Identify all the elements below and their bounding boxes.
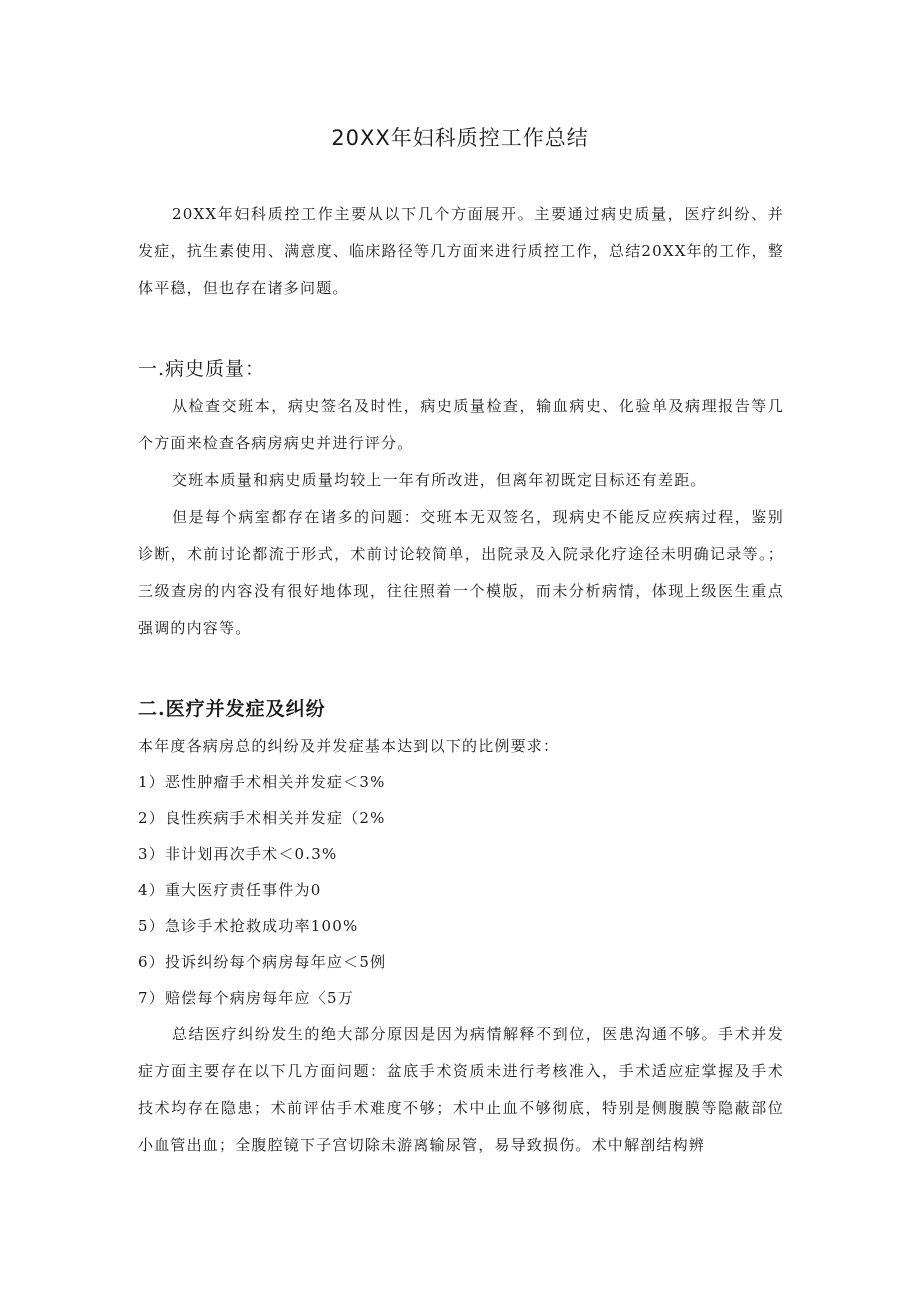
list-item: 3）非计划再次手术＜0.3%	[138, 845, 338, 863]
section-complications-disputes	[138, 690, 784, 1164]
intro-paragraph: 20XX年妇科质控工作主要从以下几个方面展开。主要通过病史质量，医疗纠纷、并发症，抗生素使用、满意度、临床路径等几方面来进行质控工作，总结20XX年的工作，整体平稳，但也存在诸多问题。	[138, 205, 784, 297]
section-2-lead: 本年度各病房总的纠纷及并发症基本达到以下的比例要求：	[138, 737, 560, 755]
intro-block	[138, 196, 784, 307]
document-title: 20XX年妇科质控工作总结	[331, 126, 589, 150]
section-1-paragraph-1: 从检查交班本，病史签名及时性，病史质量检查，输血病史、化验单及病理报告等几个方面来检查各病房病史并进行评分。	[138, 397, 784, 452]
list-item: 2）良性疾病手术相关并发症（2%	[138, 809, 386, 827]
requirements-list	[138, 764, 784, 1016]
section-1-paragraph-2: 交班本质量和病史质量均较上一年有所改进，但离年初既定目标还有差距。	[172, 471, 707, 489]
section-medical-records	[138, 350, 784, 647]
list-item: 4）重大医疗责任事件为0	[138, 881, 322, 899]
section-1-heading: 一.病史质量：	[138, 358, 266, 380]
section-2-summary: 总结医疗纠纷发生的绝大部分原因是因为病情解释不到位，医患沟通不够。手术并发症方面主要存在以下几方面问题：盆底手术资质未进行考核准入，手术适应症掌握及手术技术均存在隐患；术前评估手术难度不够；术中止血不够彻底，特别是侧腹膜等隐蔽部位小血管出血；全腹腔镜下子宫切除未游离输尿管，易导致损伤。术中解剖结构辨	[138, 1025, 784, 1154]
list-item: 6）投诉纠纷每个病房每年应＜5例	[138, 953, 387, 971]
list-item: 7）赔偿每个病房每年应〈5万	[138, 989, 354, 1007]
list-item: 5）急诊手术抢救成功率100%	[138, 917, 359, 935]
list-item: 1）恶性肿瘤手术相关并发症＜3%	[138, 773, 386, 791]
section-1-paragraph-3: 但是每个病室都存在诸多的问题：交班本无双签名，现病史不能反应疾病过程，鉴别诊断，术前讨论都流于形式，术前讨论较简单，出院录及入院录化疗途径未明确记录等。；三级查房的内容没有很好地体现，往往照着一个模版，而未分析病情，体现上级医生重点强调的内容等。	[138, 508, 784, 637]
section-2-heading: 二.医疗并发症及纠纷	[138, 698, 326, 720]
